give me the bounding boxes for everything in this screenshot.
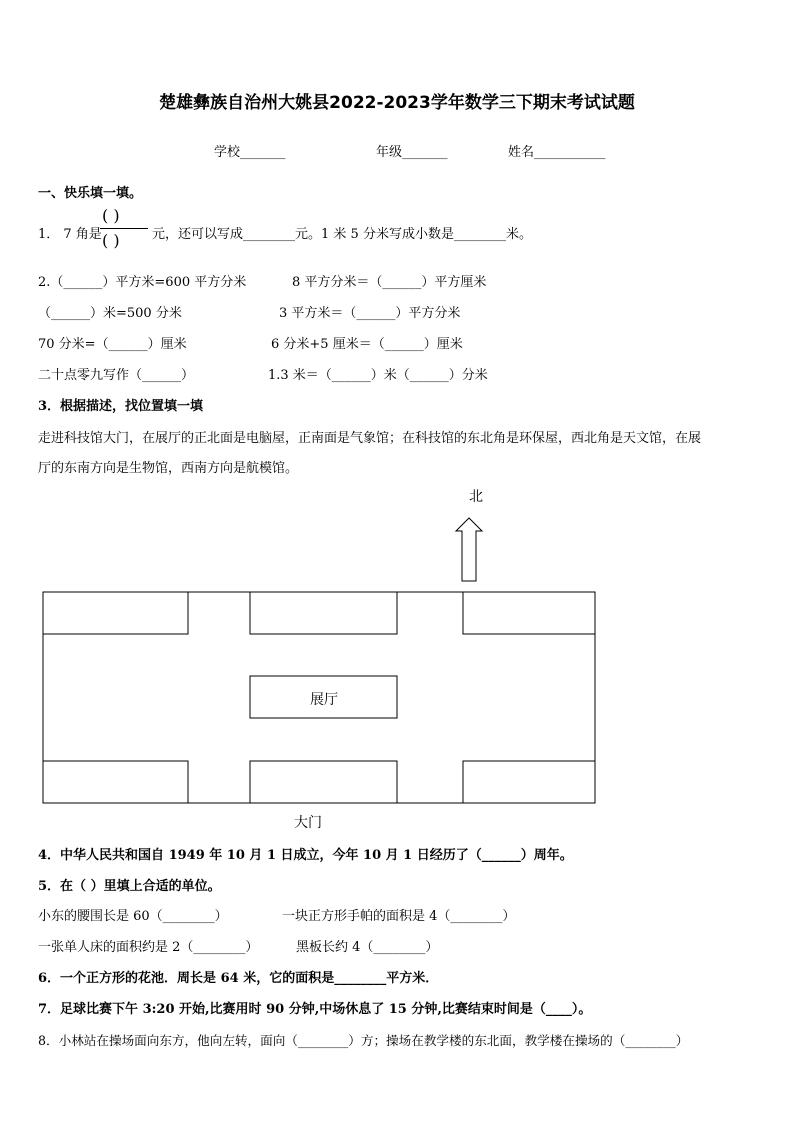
q5-item-b: 一块正方形手帕的面积是 4（________） bbox=[282, 909, 516, 924]
q5-title: 5．在（ ）里填上合适的单位。 bbox=[38, 879, 221, 894]
room-north bbox=[250, 592, 397, 634]
q7-text: 7．足球比赛下午 3:20 开始,比赛用时 90 分钟,中场休息了 15 分钟,比赛结束时间是（____）。 bbox=[38, 1002, 592, 1017]
q3-text-2: 厅的东南方向是生物馆，西南方向是航模馆。 bbox=[38, 461, 299, 476]
section-heading: 一、快乐填一填。 bbox=[38, 186, 143, 201]
room-northwest bbox=[43, 592, 188, 634]
q2-line-4-left: 二十点零九写作（______） bbox=[38, 368, 195, 383]
fraction-denominator: ( ) bbox=[102, 231, 120, 250]
north-arrow-icon bbox=[456, 518, 482, 581]
q1-suffix: 元，还可以写成________元。1 米 5 分米写成小数是________米。 bbox=[152, 227, 532, 242]
q5-item-d: 黑板长约 4（________） bbox=[296, 940, 439, 955]
q2-line-3-left: 70 分米=（______）厘米 bbox=[38, 337, 187, 352]
q2-line-1-right: 8 平方分米＝（______）平方厘米 bbox=[292, 275, 487, 290]
fraction-bar bbox=[100, 228, 148, 229]
room-southwest bbox=[43, 761, 188, 803]
q5-item-a: 小东的腰围长是 60（________） bbox=[38, 909, 228, 924]
room-south bbox=[250, 761, 397, 803]
q2-line-3-right: 6 分米+5 厘米＝（______）厘米 bbox=[271, 337, 463, 352]
school-field: 学校_______ bbox=[214, 145, 286, 160]
q6-text: 6．一个正方形的花池．周长是 64 米，它的面积是________平方米． bbox=[38, 971, 439, 986]
room-southeast bbox=[463, 761, 595, 803]
name-field: 姓名___________ bbox=[508, 145, 606, 160]
room-northeast bbox=[463, 592, 595, 634]
gate-label: 大门 bbox=[294, 815, 322, 831]
q3-title: 3．根据描述，找位置填一填 bbox=[38, 399, 204, 414]
q2-line-1-left: 2.（______）平方米=600 平方分米 bbox=[38, 275, 247, 290]
hall-label: 展厅 bbox=[310, 692, 338, 708]
map-svg bbox=[0, 480, 794, 840]
q5-item-c: 一张单人床的面积约是 2（________） bbox=[38, 940, 259, 955]
q4-text: 4．中华人民共和国自 1949 年 10 月 1 日成立，今年 10 月 1 日经历了（______）周年。 bbox=[38, 848, 573, 863]
museum-map-diagram bbox=[0, 480, 794, 840]
north-label: 北 bbox=[469, 489, 483, 505]
q2-line-4-right: 1.3 米＝（______）米（______）分米 bbox=[268, 368, 488, 383]
q3-text-1: 走进科技馆大门，在展厅的正北面是电脑屋，正南面是气象馆；在科技馆的东北角是环保屋，西北角是天文馆，在展 bbox=[38, 431, 702, 446]
q8-text: 8．小林站在操场面向东方，他向左转，面向（________）方；操场在教学楼的东北面，教学楼在操场的（________） bbox=[38, 1033, 689, 1048]
q1-fraction bbox=[100, 206, 148, 252]
q2-line-2-right: 3 平方米＝（______）平方分米 bbox=[279, 306, 461, 321]
page-title: 楚雄彝族自治州大姚县2022-2023学年数学三下期末考试试题 bbox=[159, 93, 635, 113]
q1-prefix: 1． 7 角是 bbox=[38, 227, 102, 242]
q2-line-2-left: （______）米=500 分米 bbox=[38, 306, 182, 321]
fraction-numerator: ( ) bbox=[102, 206, 120, 225]
grade-field: 年级_______ bbox=[376, 145, 448, 160]
